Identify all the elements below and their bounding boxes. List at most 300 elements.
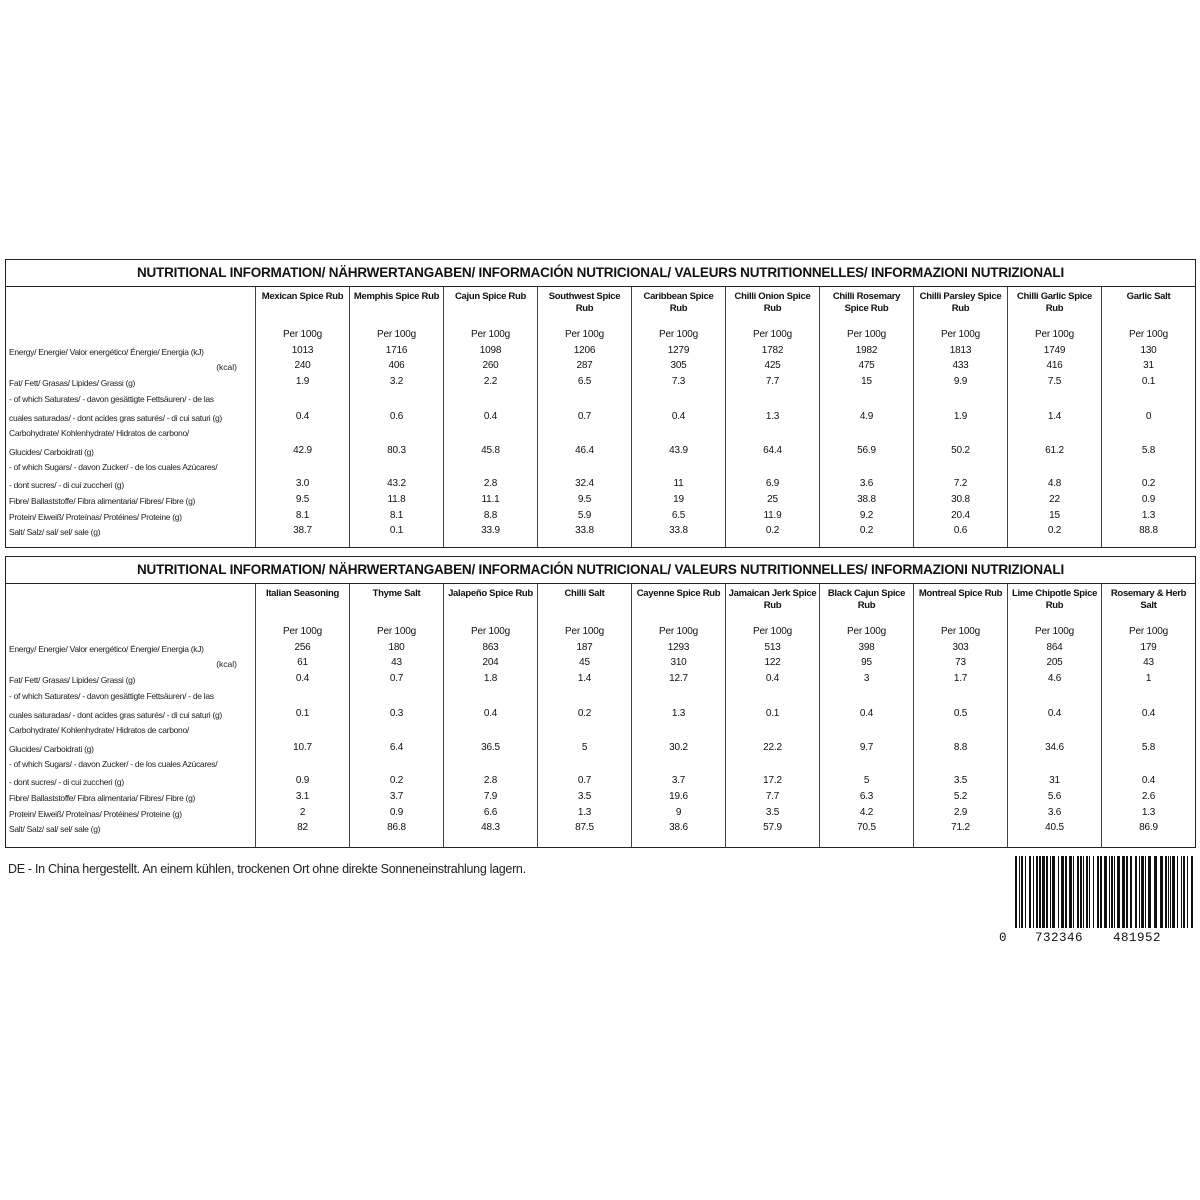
product-name: Jamaican Jerk Spice Rub (728, 588, 817, 611)
value-sat: 0.4 (483, 411, 498, 422)
value-fibre: 25 (767, 494, 778, 505)
value-sat: 0.4 (859, 708, 874, 719)
row-label-sat-2: cuales saturadas/ - dont acides gras saturés/ - di cui saturi (g) (9, 710, 222, 720)
nutrition-panel-2 (5, 556, 1196, 848)
value-sat: 0.2 (577, 708, 592, 719)
product-column (1102, 287, 1195, 547)
value-fibre: 30.8 (951, 494, 970, 505)
barcode-bar (1039, 856, 1041, 928)
value-salt: 57.9 (763, 822, 782, 833)
value-kcal: 61 (297, 657, 308, 668)
product-name: Rosemary & Herb Salt (1110, 588, 1187, 611)
value-kj: 1206 (573, 345, 596, 356)
value-salt: 0.1 (389, 525, 404, 536)
value-protein: 15 (1049, 510, 1060, 521)
value-sugar: 0.2 (389, 775, 404, 786)
value-salt: 0.6 (953, 525, 968, 536)
value-carb: 36.5 (481, 742, 500, 753)
barcode-bar (1033, 856, 1034, 928)
per-100g-label: Per 100g (1129, 329, 1168, 340)
value-kcal: 287 (576, 360, 593, 371)
value-salt: 33.8 (575, 525, 594, 536)
value-fibre: 38.8 (857, 494, 876, 505)
product-name: Southwest Spice Rub (548, 291, 621, 314)
row-label-protein: Protein/ Eiweiß/ Proteínas/ Protéines/ Proteine (g) (9, 512, 182, 522)
row-label-sat-1: - of which Saturates/ - davon gesättigte Fettsäuren/ - de las (9, 394, 214, 404)
row-label-sugar-2: - dont sucres/ - di cui zuccheri (g) (9, 480, 124, 490)
row-label-fibre: Fibre/ Ballaststoffe/ Fibra alimentaria/ Fibres/ Fibre (g) (9, 793, 196, 803)
barcode-bar (1135, 856, 1137, 928)
value-carb: 8.8 (953, 742, 968, 753)
value-salt: 88.8 (1139, 525, 1158, 536)
value-protein: 3.6 (1047, 807, 1062, 818)
nutrition-table-1 (6, 287, 1195, 547)
barcode-bar (1086, 856, 1088, 928)
value-sat: 0.5 (953, 708, 968, 719)
row-label-column (6, 584, 256, 847)
product-name: Memphis Spice Rub (353, 291, 440, 302)
value-kj: 864 (1046, 642, 1063, 653)
value-sugar: 3.0 (295, 478, 310, 489)
row-label-energy: Energy/ Energie/ Valor energético/ Énergie/ Energia (kJ) (9, 644, 204, 654)
barcode-bar (1160, 856, 1163, 928)
product-name: Chilli Garlic Spice Rub (1016, 291, 1093, 314)
per-100g-label: Per 100g (1129, 626, 1168, 637)
value-kj: 303 (952, 642, 969, 653)
barcode-bar (1025, 856, 1026, 928)
value-fat: 3 (863, 673, 870, 684)
value-fibre: 5.6 (1047, 791, 1062, 802)
row-label-sugar-1: - of which Sugars/ - davon Zucker/ - de los cuales Azúcares/ (9, 462, 218, 472)
value-kcal: 45 (579, 657, 590, 668)
value-sugar: 0.7 (577, 775, 592, 786)
product-column (350, 584, 444, 847)
value-protein: 6.5 (671, 510, 686, 521)
row-label-fat: Fat/ Fett/ Grasas/ Lipides/ Grassi (g) (9, 378, 136, 388)
value-carb: 50.2 (951, 445, 970, 456)
value-salt: 71.2 (951, 822, 970, 833)
per-100g-label: Per 100g (565, 329, 604, 340)
barcode (997, 856, 1197, 946)
value-fat: 0.4 (295, 673, 310, 684)
value-kj: 1013 (291, 345, 314, 356)
value-kj: 1279 (667, 345, 690, 356)
value-fat: 7.7 (765, 376, 780, 387)
product-name: Chilli Onion Spice Rub (734, 291, 811, 314)
barcode-bar (1168, 856, 1169, 928)
barcode-bar (1073, 856, 1074, 928)
value-protein: 8.1 (389, 510, 404, 521)
value-kcal: 475 (858, 360, 875, 371)
value-salt: 38.6 (669, 822, 688, 833)
value-protein: 4.2 (859, 807, 874, 818)
per-100g-label: Per 100g (1035, 626, 1074, 637)
value-carb: 5.8 (1141, 445, 1156, 456)
value-carb: 9.7 (859, 742, 874, 753)
value-salt: 87.5 (575, 822, 594, 833)
value-fat: 2.2 (483, 376, 498, 387)
barcode-bar (1089, 856, 1090, 928)
barcode-bar (1122, 856, 1125, 928)
value-kcal: 260 (482, 360, 499, 371)
panel-title: NUTRITIONAL INFORMATION/ NÄHRWERTANGABEN/ INFORMACIÓN NUTRICIONAL/ VALEURS NUTRITIONNELLES/ INFORMAZIONI NUTRIZIONALI (6, 557, 1195, 584)
value-sugar: 6.9 (765, 478, 780, 489)
value-fibre: 0.9 (1141, 494, 1156, 505)
value-kcal: 73 (955, 657, 966, 668)
value-fibre: 7.9 (483, 791, 498, 802)
row-label-sugar-1: - of which Sugars/ - davon Zucker/ - de los cuales Azúcares/ (9, 759, 218, 769)
barcode-bar (1015, 856, 1017, 928)
per-100g-label: Per 100g (847, 626, 886, 637)
product-column (1008, 287, 1102, 547)
barcode-bar (1065, 856, 1067, 928)
value-fat: 6.5 (577, 376, 592, 387)
value-protein: 11.9 (763, 510, 782, 521)
value-fibre: 11.8 (387, 494, 406, 505)
product-column (538, 287, 632, 547)
value-fat: 1.9 (295, 376, 310, 387)
row-label-carb-2: Glucides/ Carboidrati (g) (9, 447, 94, 457)
nutrition-panel-1 (5, 259, 1196, 548)
barcode-bar (1148, 856, 1151, 928)
barcode-bar (1191, 856, 1193, 928)
row-label-fat: Fat/ Fett/ Grasas/ Lipides/ Grassi (g) (9, 675, 136, 685)
value-kj: 1982 (855, 345, 878, 356)
row-label-protein: Protein/ Eiweiß/ Proteínas/ Protéines/ Proteine (g) (9, 809, 182, 819)
per-100g-label: Per 100g (941, 329, 980, 340)
value-sugar: 3.5 (953, 775, 968, 786)
value-carb: 22.2 (763, 742, 782, 753)
barcode-bar (1130, 856, 1132, 928)
row-label-column (6, 287, 256, 547)
value-salt: 82 (297, 822, 308, 833)
value-kcal: 43 (391, 657, 402, 668)
barcode-bar (1126, 856, 1128, 928)
row-label-sat-1: - of which Saturates/ - davon gesättigte Fettsäuren/ - de las (9, 691, 214, 701)
per-100g-label: Per 100g (471, 626, 510, 637)
barcode-bars (1015, 856, 1193, 928)
value-carb: 5.8 (1141, 742, 1156, 753)
value-sat: 0.6 (389, 411, 404, 422)
product-name: Black Cajun Spice Rub (827, 588, 906, 611)
value-sugar: 2.8 (483, 775, 498, 786)
barcode-bar (1080, 856, 1082, 928)
value-fat: 1.7 (953, 673, 968, 684)
value-protein: 1.3 (1141, 807, 1156, 818)
row-label-sat-2: cuales saturadas/ - dont acides gras saturés/ - di cui saturi (g) (9, 413, 222, 423)
value-sat: 0.3 (389, 708, 404, 719)
value-salt: 70.5 (857, 822, 876, 833)
value-fibre: 19.6 (669, 791, 688, 802)
value-sat: 1.3 (671, 708, 686, 719)
value-sat: 0 (1145, 411, 1152, 422)
value-protein: 9.2 (859, 510, 874, 521)
value-salt: 0.2 (765, 525, 780, 536)
value-protein: 6.6 (483, 807, 498, 818)
value-carb: 42.9 (293, 445, 312, 456)
value-protein: 20.4 (951, 510, 970, 521)
value-sugar: 5 (863, 775, 870, 786)
product-name: Cayenne Spice Rub (636, 588, 721, 599)
value-protein: 8.8 (483, 510, 498, 521)
value-carb: 80.3 (387, 445, 406, 456)
value-salt: 33.9 (481, 525, 500, 536)
value-sugar: 4.8 (1047, 478, 1062, 489)
value-fibre: 2.6 (1141, 791, 1156, 802)
barcode-bar (1046, 856, 1048, 928)
value-protein: 8.1 (295, 510, 310, 521)
per-100g-label: Per 100g (941, 626, 980, 637)
value-sugar: 2.8 (483, 478, 498, 489)
product-column (632, 584, 726, 847)
per-100g-label: Per 100g (565, 626, 604, 637)
value-protein: 9 (675, 807, 682, 818)
value-kj: 513 (764, 642, 781, 653)
value-kcal: 122 (764, 657, 781, 668)
product-column (1008, 584, 1102, 847)
value-sugar: 3.7 (671, 775, 686, 786)
value-kj: 179 (1140, 642, 1157, 653)
barcode-digits-right: 481952 (1113, 931, 1162, 945)
barcode-bar (1183, 856, 1185, 928)
value-kcal: 310 (670, 657, 687, 668)
product-column (632, 287, 726, 547)
value-kj: 130 (1140, 345, 1157, 356)
value-protein: 2 (299, 807, 306, 818)
row-label-carb-2: Glucides/ Carboidrati (g) (9, 744, 94, 754)
value-salt: 0.2 (1047, 525, 1062, 536)
product-name: Chilli Parsley Spice Rub (919, 291, 1002, 314)
product-name: Italian Seasoning (265, 588, 340, 599)
value-sat: 1.3 (765, 411, 780, 422)
barcode-bar (1021, 856, 1023, 928)
value-fat: 0.4 (765, 673, 780, 684)
value-kcal: 406 (388, 360, 405, 371)
value-protein: 0.9 (389, 807, 404, 818)
value-sat: 0.4 (1047, 708, 1062, 719)
storage-footnote: DE - In China hergestellt. An einem kühlen, trockenen Ort ohne direkte Sonneneinstrahlung lagern. (8, 862, 526, 876)
value-sat: 0.1 (765, 708, 780, 719)
barcode-bar (1104, 856, 1107, 928)
row-label-energy: Energy/ Energie/ Valor energético/ Énergie/ Energia (kJ) (9, 347, 204, 357)
row-label-salt: Salt/ Salz/ sal/ sel/ sale (g) (9, 824, 101, 834)
product-name: Garlic Salt (1126, 291, 1171, 302)
value-kj: 863 (482, 642, 499, 653)
value-fibre: 7.7 (765, 791, 780, 802)
value-carb: 56.9 (857, 445, 876, 456)
value-carb: 61.2 (1045, 445, 1064, 456)
value-salt: 48.3 (481, 822, 500, 833)
barcode-bar (1109, 856, 1110, 928)
per-100g-label: Per 100g (659, 626, 698, 637)
value-kj: 1782 (761, 345, 784, 356)
value-sugar: 17.2 (763, 775, 782, 786)
value-sugar: 11 (673, 478, 684, 489)
product-column (444, 287, 538, 547)
value-protein: 1.3 (577, 807, 592, 818)
value-salt: 38.7 (293, 525, 312, 536)
barcode-bar (1170, 856, 1171, 928)
value-sat: 1.9 (953, 411, 968, 422)
value-kj: 1098 (479, 345, 502, 356)
barcode-bar (1139, 856, 1140, 928)
product-name: Chilli Rosemary Spice Rub (832, 291, 901, 314)
value-sugar: 0.9 (295, 775, 310, 786)
barcode-bar (1172, 856, 1175, 928)
value-fibre: 3.7 (389, 791, 404, 802)
panel-title: NUTRITIONAL INFORMATION/ NÄHRWERTANGABEN/ INFORMACIÓN NUTRICIONAL/ VALEURS NUTRITIONNELLES/ INFORMAZIONI NUTRIZIONALI (6, 260, 1195, 287)
value-kj: 187 (576, 642, 593, 653)
value-fat: 1.4 (577, 673, 592, 684)
per-100g-label: Per 100g (377, 329, 416, 340)
product-column (1102, 584, 1195, 847)
product-column (820, 584, 914, 847)
barcode-bar (1050, 856, 1051, 928)
value-fat: 7.3 (671, 376, 686, 387)
value-sat: 0.1 (295, 708, 310, 719)
value-fat: 9.9 (953, 376, 968, 387)
value-kcal: 305 (670, 360, 687, 371)
barcode-bar (1019, 856, 1020, 928)
value-fat: 12.7 (669, 673, 688, 684)
value-kcal: 95 (861, 657, 872, 668)
barcode-bar (1069, 856, 1072, 928)
barcode-bar (1100, 856, 1102, 928)
value-protein: 2.9 (953, 807, 968, 818)
value-fibre: 9.5 (577, 494, 592, 505)
product-name: Jalapeño Spice Rub (448, 588, 533, 599)
value-kj: 1293 (667, 642, 690, 653)
value-kj: 398 (858, 642, 875, 653)
barcode-bar (1077, 856, 1079, 928)
barcode-bar (1097, 856, 1099, 928)
value-sugar: 0.2 (1141, 478, 1156, 489)
value-carb: 46.4 (575, 445, 594, 456)
row-label-carb-1: Carbohydrate/ Kohlenhydrate/ Hidratos de carbono/ (9, 428, 189, 438)
value-sugar: 31 (1049, 775, 1060, 786)
value-sat: 0.7 (577, 411, 592, 422)
value-carb: 64.4 (763, 445, 782, 456)
product-name: Thyme Salt (372, 588, 421, 599)
per-100g-label: Per 100g (753, 329, 792, 340)
per-100g-label: Per 100g (377, 626, 416, 637)
value-kcal: 204 (482, 657, 499, 668)
value-kj: 180 (388, 642, 405, 653)
product-name: Cajun Spice Rub (455, 291, 526, 302)
value-carb: 6.4 (389, 742, 404, 753)
product-column (726, 584, 820, 847)
value-fat: 1.8 (483, 673, 498, 684)
barcode-bar (1052, 856, 1055, 928)
value-kcal: 433 (952, 360, 969, 371)
product-column (914, 287, 1008, 547)
value-fibre: 5.2 (953, 791, 968, 802)
value-sugar: 7.2 (953, 478, 968, 489)
product-column (726, 287, 820, 547)
barcode-bar (1117, 856, 1120, 928)
product-name: Lime Chipotle Spice Rub (1011, 588, 1098, 611)
barcode-bar (1145, 856, 1146, 928)
product-column (820, 287, 914, 547)
nutrition-table-2 (6, 584, 1195, 847)
value-kcal: 416 (1046, 360, 1063, 371)
per-100g-label: Per 100g (1035, 329, 1074, 340)
value-fat: 0.1 (1141, 376, 1156, 387)
value-sat: 0.4 (1141, 708, 1156, 719)
value-kcal: 425 (764, 360, 781, 371)
barcode-bar (1181, 856, 1182, 928)
value-kcal: 43 (1143, 657, 1154, 668)
value-sat: 4.9 (859, 411, 874, 422)
row-label-sugar-2: - dont sucres/ - di cui zuccheri (g) (9, 777, 124, 787)
value-sat: 0.4 (483, 708, 498, 719)
value-fat: 7.5 (1047, 376, 1062, 387)
barcode-bar (1177, 856, 1178, 928)
row-label-fibre: Fibre/ Ballaststoffe/ Fibra alimentaria/ Fibres/ Fibre (g) (9, 496, 196, 506)
value-sugar: 43.2 (387, 478, 406, 489)
value-sugar: 3.6 (859, 478, 874, 489)
barcode-bar (1083, 856, 1084, 928)
value-sat: 0.4 (671, 411, 686, 422)
barcode-digit-first: 0 (999, 931, 1008, 945)
barcode-bar (1093, 856, 1094, 928)
barcode-bar (1058, 856, 1059, 928)
value-carb: 43.9 (669, 445, 688, 456)
value-carb: 34.6 (1045, 742, 1064, 753)
barcode-bar (1061, 856, 1064, 928)
product-column (444, 584, 538, 847)
value-protein: 5.9 (577, 510, 592, 521)
value-sugar: 0.4 (1141, 775, 1156, 786)
product-name: Chilli Salt (564, 588, 605, 599)
value-sugar: 32.4 (575, 478, 594, 489)
value-fat: 4.6 (1047, 673, 1062, 684)
per-100g-label: Per 100g (471, 329, 510, 340)
product-columns (256, 584, 1195, 847)
value-fibre: 19 (673, 494, 684, 505)
product-column (914, 584, 1008, 847)
product-columns (256, 287, 1195, 547)
barcode-bar (1165, 856, 1167, 928)
barcode-bar (1042, 856, 1045, 928)
barcode-bar (1114, 856, 1115, 928)
value-fibre: 11.1 (481, 494, 500, 505)
value-protein: 1.3 (1141, 510, 1156, 521)
value-fibre: 3.1 (295, 791, 310, 802)
barcode-bar (1141, 856, 1144, 928)
value-carb: 5 (581, 742, 588, 753)
per-100g-label: Per 100g (659, 329, 698, 340)
row-label-salt: Salt/ Salz/ sal/ sel/ sale (g) (9, 527, 101, 537)
row-label-kcal: (kcal) (216, 362, 237, 372)
row-label-carb-1: Carbohydrate/ Kohlenhydrate/ Hidratos de carbono/ (9, 725, 189, 735)
value-kcal: 205 (1046, 657, 1063, 668)
value-carb: 10.7 (293, 742, 312, 753)
value-salt: 86.8 (387, 822, 406, 833)
barcode-bar (1029, 856, 1031, 928)
value-salt: 33.8 (669, 525, 688, 536)
value-sat: 1.4 (1047, 411, 1062, 422)
row-label-kcal: (kcal) (216, 659, 237, 669)
value-fat: 15 (861, 376, 872, 387)
barcode-bar (1154, 856, 1157, 928)
product-column (256, 584, 350, 847)
value-fibre: 9.5 (295, 494, 310, 505)
per-100g-label: Per 100g (847, 329, 886, 340)
value-sat: 0.4 (295, 411, 310, 422)
value-protein: 3.5 (765, 807, 780, 818)
value-kj: 1813 (949, 345, 972, 356)
